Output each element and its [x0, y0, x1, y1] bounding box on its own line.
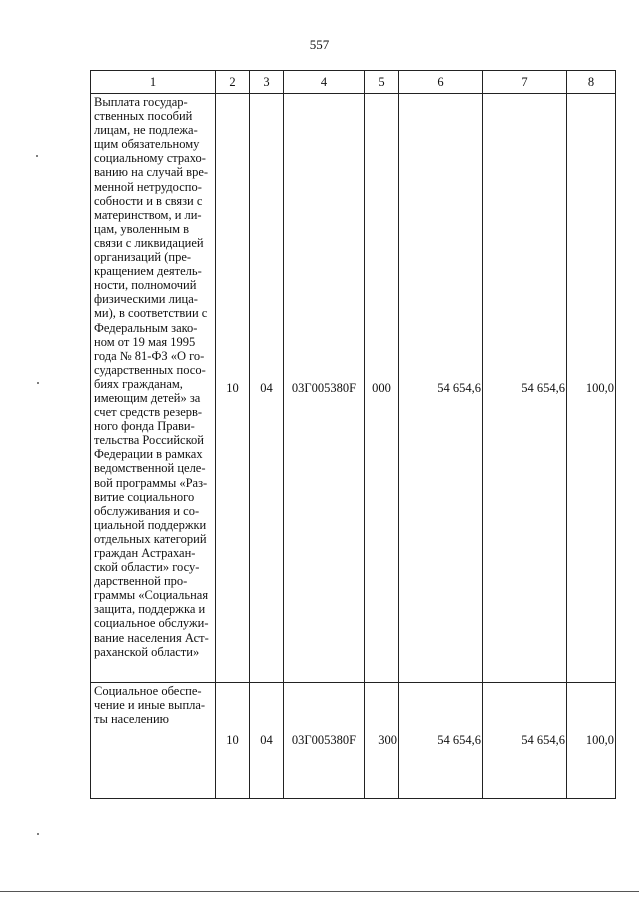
section-code: 10 [216, 94, 250, 683]
planned-amount: 54 654,6 [399, 683, 483, 799]
header-cell-1: 1 [91, 71, 216, 94]
executed-amount: 54 654,6 [483, 94, 567, 683]
target-article-code: 03Г005380F [284, 683, 365, 799]
target-article-code: 03Г005380F [284, 94, 365, 683]
subsection-code: 04 [250, 94, 284, 683]
execution-percent: 100,0 [567, 683, 616, 799]
header-cell-2: 2 [216, 71, 250, 94]
section-code: 10 [216, 683, 250, 799]
execution-percent: 100,0 [567, 94, 616, 683]
header-cell-4: 4 [284, 71, 365, 94]
table-row [91, 683, 616, 799]
executed-amount: 54 654,6 [483, 683, 567, 799]
subsection-code: 04 [250, 683, 284, 799]
header-cell-6: 6 [399, 71, 483, 94]
expense-type-code: 000 [365, 94, 399, 683]
planned-amount: 54 654,6 [399, 94, 483, 683]
scan-speck [37, 382, 39, 384]
page-bottom-rule [0, 891, 639, 892]
table-row [91, 94, 616, 683]
table-header-row [91, 71, 616, 94]
row-description: Социальное обеспе- чение и иные выпла- ты населению [91, 683, 216, 799]
header-cell-5: 5 [365, 71, 399, 94]
row-description: Выплата государ- ственных пособий лицам, не подлежа- щим обязательному социальному страхо- ванию на случай вре- менной нетрудоспо- собности и в связи с материнством, и ли- цам, уволенным в связи с ликвидацией организаций (пре- кращением деятель- ности, полномочий физическими лица- ми), в соответствии с Федеральным зако- ном от 19 мая 1995 года № 81-ФЗ «О го- сударственных посо- биях гражданам, имеющим детей» за счет средств резерв- ного фонда Прави- тельства Российской Федерации в рамках ведомственной целе- вой программы «Раз- витие социального обслуживания и со- циальной поддержки отдельных категорий граждан Астрахан- ской области» госу- дарственной про- граммы «Социальная защита, поддержка и социальное обслужи- вание населения Аст- раханской области» [91, 94, 216, 683]
header-cell-3: 3 [250, 71, 284, 94]
expense-type-code: 300 [365, 683, 399, 799]
scan-speck [36, 155, 38, 157]
scan-speck [37, 833, 39, 835]
page-number: 557 [309, 37, 330, 52]
budget-table [90, 70, 616, 799]
header-cell-7: 7 [483, 71, 567, 94]
header-cell-8: 8 [567, 71, 616, 94]
